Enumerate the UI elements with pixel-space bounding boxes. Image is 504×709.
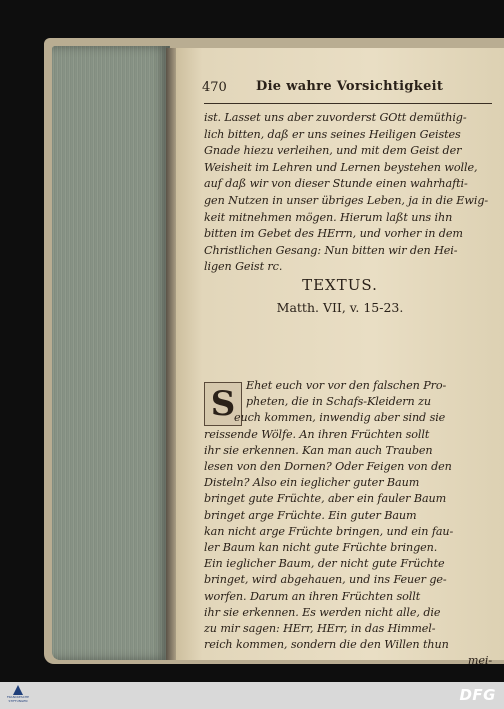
text-line: Ehet euch vor vor den falschen Pro- <box>246 379 447 392</box>
text-line: bringet gute Früchte, aber ein fauler Baum <box>204 492 447 506</box>
text-line: euch kommen, inwendig aber sind sie <box>234 411 446 425</box>
library-logo[interactable] <box>4 684 32 707</box>
drop-cap-initial: S <box>204 382 242 426</box>
dfg-logo[interactable]: DFG <box>459 686 496 704</box>
text-line: mei- <box>467 654 492 668</box>
text-line: zu mir sagen: HErr, HErr, in das Himmel- <box>204 622 436 635</box>
textus-heading: TEXTUS. <box>302 276 378 294</box>
page-edges <box>52 46 170 660</box>
text-line: bringet arge Früchte. Ein guter Baum <box>204 508 417 522</box>
book-page <box>176 48 504 668</box>
text-line: kan nicht arge Früchte bringen, und ein fau- <box>204 524 454 538</box>
library-logo-text: FRANCKESCHE STIFTUNGEN <box>6 695 30 703</box>
text-line: lesen von den Dornen? Oder Feigen von den <box>204 460 452 473</box>
running-title: Die wahre Vorsichtigkeit <box>256 79 444 94</box>
intro-line: lich bitten, daß er uns seines Heiligen Geistes <box>204 127 461 141</box>
intro-line: bitten im Gebet des HErrn, und vorher in dem <box>204 227 463 241</box>
library-logo-icon <box>13 685 23 695</box>
intro-line: ist. Lasset uns aber zuvorderst GOtt demüthig- <box>204 111 467 124</box>
page-header <box>202 78 492 100</box>
text-line: ler Baum kan nicht gute Früchte bringen. <box>204 541 438 554</box>
scripture-reference: Matth. VII, v. 15-23. <box>276 300 404 315</box>
text-line: worfen. Darum an ihren Früchten sollt <box>204 589 421 603</box>
text-line: reissende Wölfe. An ihren Früchten sollt <box>204 427 430 441</box>
page-number: 470 <box>202 80 227 95</box>
header-rule <box>204 103 492 104</box>
text-line: reich kommen, sondern die den Willen thun <box>204 638 449 652</box>
text-line: pheten, die in Schafs-Kleidern zu <box>246 395 431 409</box>
text-line: Disteln? Also ein ieglicher guter Baum <box>204 476 420 490</box>
intro-line: Gnade hiezu verleihen, und mit dem Geist der <box>204 144 462 158</box>
intro-line: keit mitnehmen mögen. Hierum laßt uns ihn <box>204 210 453 224</box>
intro-line: gen Nutzen in unser übriges Leben, ja in die Ewig- <box>204 194 489 207</box>
text-line: ihr sie erkennen. Es werden nicht alle, die <box>204 605 441 619</box>
intro-line: Weisheit im Lehren und Lernen beystehen wolle, <box>204 160 478 174</box>
text-line: Ein ieglicher Baum, der nicht gute Früchte <box>204 557 445 571</box>
text-line: ihr sie erkennen. Kan man auch Trauben <box>204 443 433 457</box>
intro-line: Christlichen Gesang: Nun bitten wir den Hei- <box>204 243 458 257</box>
intro-line: ligen Geist rc. <box>204 260 283 274</box>
intro-line: auf daß wir von dieser Stunde einen wahrhafti- <box>204 177 468 191</box>
text-line: bringet, wird abgehauen, und ins Feuer ge- <box>204 573 447 587</box>
viewer-footer <box>0 682 504 709</box>
